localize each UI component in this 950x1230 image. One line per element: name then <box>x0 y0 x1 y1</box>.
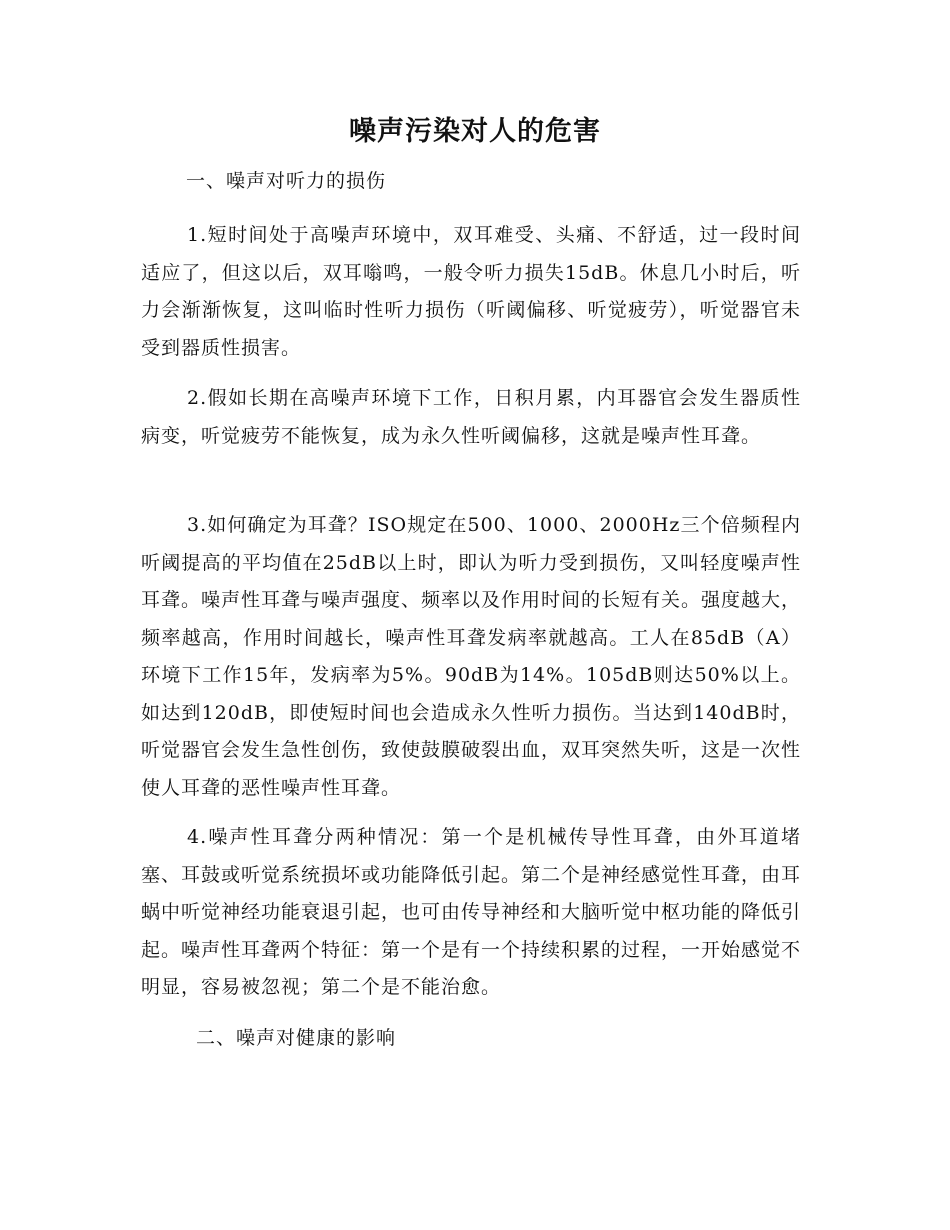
paragraph-3: 3.如何确定为耳聋？ISO规定在500、1000、2000Hz三个倍频程内听阈提高的平均值在25dB以上时，即认为听力受到损伤，又叫轻度噪声性耳聋。噪声性耳聋与噪声强度、频率以及作用时间的长短有关。强度越大，频率越高，作用时间越长，噪声性耳聋发病率就越高。工人在85dB（A）环境下工作15年，发病率为5%。90dB为14%。105dB则达50%以上。如达到120dB，即使短时间也会造成永久性听力损伤。当达到140dB时，听觉器官会发生急性创伤，致使鼓膜破裂出血，双耳突然失听，这是一次性使人耳聋的恶性噪声性耳聋。 <box>141 514 802 799</box>
paragraph-4: 4.噪声性耳聋分两种情况：第一个是机械传导性耳聋，由外耳道堵塞、耳鼓或听觉系统损坏或功能降低引起。第二个是神经感觉性耳聋，由耳蜗中听觉神经功能衰退引起，也可由传导神经和大脑听觉中枢功能的降低引起。噪声性耳聋两个特征：第一个是有一个持续积累的过程，一开始感觉不明显，容易被忽视；第二个是不能治愈。 <box>141 826 802 998</box>
paragraph-2: 2.假如长期在高噪声环境下工作，日积月累，内耳器官会发生器质性病变，听觉疲劳不能恢复，成为永久性听阈偏移，这就是噪声性耳聋。 <box>141 387 801 447</box>
section-heading-health-effects: 二、噪声对健康的影响 <box>196 1027 397 1049</box>
section-heading-hearing-damage: 一、噪声对听力的损伤 <box>186 170 387 192</box>
paragraph-1: 1.短时间处于高噪声环境中，双耳难受、头痛、不舒适，过一段时间适应了，但这以后，双耳嗡鸣，一般令听力损失15dB。休息几小时后，听力会渐渐恢复，这叫临时性听力损伤（听阈偏移、听觉疲劳），听觉器官未受到器质性损害。 <box>141 224 801 359</box>
document-title: 噪声污染对人的危害 <box>349 116 601 147</box>
